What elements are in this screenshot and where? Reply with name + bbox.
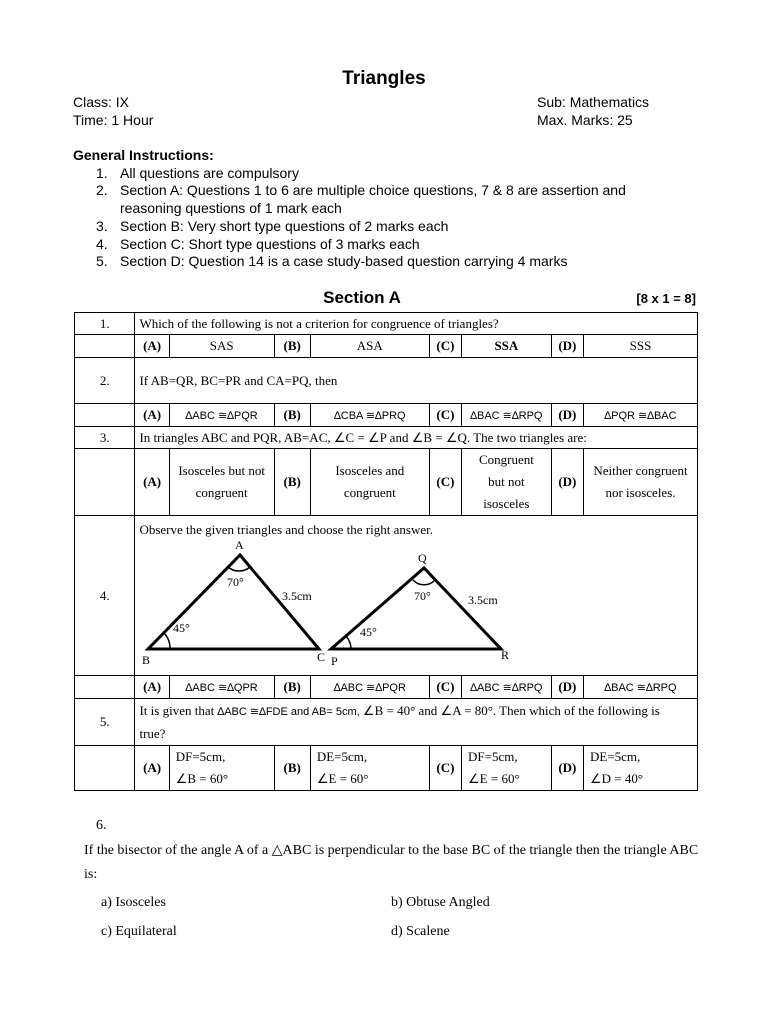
instruction-text: All questions are compulsory [120, 165, 299, 181]
option-b[interactable] [310, 746, 429, 791]
option-b[interactable]: ∆CBA ≅∆PRQ [310, 404, 429, 427]
question-number: 3. [75, 427, 135, 449]
side-label: 3.5cm [282, 588, 313, 603]
option-label: (B) [274, 335, 310, 358]
answer-row [75, 676, 698, 699]
answer-row [75, 335, 698, 358]
option-line: ∠E = 60° [316, 771, 369, 786]
instruction-number: 5. [96, 253, 108, 269]
option-label: (C) [429, 404, 461, 427]
question-text: In triangles ABC and PQR, AB=AC, ∠C = ∠P and ∠B = ∠Q. The two triangles are: [135, 427, 698, 449]
vertex-label: R [501, 647, 510, 662]
option-c[interactable]: c) Equilateral [101, 924, 177, 939]
option-b[interactable]: b) Obtuse Angled [391, 895, 490, 910]
option-label: (D) [551, 335, 583, 358]
option-label: (A) [135, 449, 169, 516]
question-text-part: ∠B = 40° and ∠A = 80°. Then which of the following is [359, 702, 660, 718]
option-d[interactable] [583, 449, 697, 516]
page-title: Triangles [342, 68, 426, 89]
triangle-pqr [331, 568, 501, 649]
angle-arc [164, 633, 170, 649]
instruction-number: 2. [96, 182, 108, 198]
question-text: Which of the following is not a criterion for congruence of triangles? [135, 313, 698, 335]
vertex-label: B [142, 652, 151, 667]
question-text: Observe the given triangles and choose the right answer. [139, 521, 433, 537]
instruction-text: reasoning questions of 1 mark each [120, 200, 342, 216]
option-line: congruent [195, 485, 248, 500]
option-d[interactable] [583, 746, 697, 791]
instruction-number: 3. [96, 218, 108, 234]
option-a[interactable]: ∆ABC ≅∆PQR [169, 404, 274, 427]
option-label: (B) [274, 676, 310, 699]
section-title: Section A [323, 288, 401, 307]
question-number: 6. [96, 818, 107, 833]
question-text-part: ∆ABC ≅∆FDE and AB= 5cm, [217, 705, 360, 718]
instructions-heading: General Instructions: [73, 147, 214, 163]
option-c[interactable] [462, 746, 552, 791]
option-line: DE=5cm, [316, 749, 368, 764]
vertex-label: A [235, 537, 245, 552]
question-number: 2. [75, 358, 135, 404]
option-label: (B) [274, 449, 310, 516]
angle-label: 70° [414, 588, 432, 603]
option-line: ∠E = 60° [468, 771, 520, 786]
instruction-text: Section A: Questions 1 to 6 are multiple choice questions, 7 & 8 are assertion and [120, 182, 626, 198]
option-a[interactable]: a) Isosceles [101, 895, 166, 910]
option-line: DF=5cm, [175, 749, 226, 764]
answer-row [75, 404, 698, 427]
option-line: DF=5cm, [468, 749, 518, 764]
subject-label: Sub: Mathematics [537, 94, 650, 110]
option-a[interactable]: SAS [169, 335, 274, 358]
option-c[interactable]: ∆ABC ≅∆RPQ [462, 676, 552, 699]
option-label: (B) [274, 404, 310, 427]
answer-row [75, 746, 698, 791]
angle-arc [413, 580, 435, 585]
instruction-number: 1. [96, 165, 108, 181]
option-label: (C) [429, 676, 461, 699]
option-label: (A) [135, 335, 169, 358]
option-a[interactable]: ∆ABC ≅∆QPR [169, 676, 274, 699]
angle-arc [228, 567, 250, 571]
option-line: but not [488, 474, 525, 489]
option-line: Isosceles but not [178, 463, 265, 478]
questions-table [74, 312, 698, 791]
option-line: isosceles [483, 496, 530, 511]
option-label: (D) [551, 746, 583, 791]
vertex-label: C [317, 649, 326, 664]
option-a[interactable] [169, 746, 274, 791]
option-line: Congruent [478, 452, 534, 467]
question-number: 5. [75, 699, 135, 746]
question-text: If the bisector of the angle A of a △ABC is perpendicular to the base BC of the triangle then the triangle ABC is: [84, 843, 699, 882]
option-c[interactable]: ∆BAC ≅∆RPQ [462, 404, 552, 427]
question-number: 1. [75, 313, 135, 335]
option-line: congruent [343, 485, 396, 500]
max-marks-label: Max. Marks: 25 [537, 112, 633, 128]
question-text-part: true? [139, 725, 166, 741]
time-label: Time: 1 Hour [73, 112, 154, 128]
instruction-number: 4. [96, 236, 108, 252]
option-line: Isosceles and [335, 463, 405, 478]
option-line: ∠D = 40° [589, 771, 644, 786]
triangles-figure [139, 538, 699, 670]
answer-row [75, 449, 698, 516]
angle-label: 70° [227, 574, 245, 589]
instruction-text: Section C: Short type questions of 3 marks each [120, 236, 420, 252]
angle-label: 45° [173, 620, 191, 635]
angle-label: 45° [360, 624, 378, 639]
section-marks: [8 x 1 = 8] [636, 291, 696, 306]
option-label: (A) [135, 404, 169, 427]
option-line: Neither congruent [593, 463, 688, 478]
option-d[interactable]: ∆PQR ≅∆BAC [583, 404, 697, 427]
angle-arc [346, 636, 351, 649]
option-label: (D) [551, 449, 583, 516]
question-text-part: It is given that [139, 702, 218, 718]
class-label: Class: IX [73, 94, 130, 110]
option-d[interactable]: SSS [583, 335, 697, 358]
vertex-label: Q [418, 550, 428, 565]
option-b[interactable] [310, 449, 429, 516]
option-c[interactable] [462, 449, 552, 516]
instruction-text: Section B: Very short type questions of 2 marks each [120, 218, 449, 234]
option-c[interactable]: SSA [462, 335, 552, 358]
option-line: ∠B = 60° [175, 771, 229, 786]
option-line: DE=5cm, [589, 749, 641, 764]
question-text [135, 699, 698, 746]
option-label: (C) [429, 449, 461, 516]
question-cell [135, 516, 698, 676]
option-label: (C) [429, 746, 461, 791]
option-b[interactable]: ASA [310, 335, 429, 358]
option-line: nor isosceles. [605, 485, 676, 500]
option-label: (C) [429, 335, 461, 358]
option-label: (D) [551, 676, 583, 699]
question-number: 4. [75, 516, 135, 676]
option-d[interactable]: ∆BAC ≅∆RPQ [583, 676, 697, 699]
option-label: (D) [551, 404, 583, 427]
question-text: If AB=QR, BC=PR and CA=PQ, then [135, 358, 698, 404]
instruction-text: Section D: Question 14 is a case study-based question carrying 4 marks [120, 253, 568, 269]
side-label: 3.5cm [468, 592, 499, 607]
option-label: (A) [135, 676, 169, 699]
option-b[interactable]: ∆ABC ≅∆PQR [310, 676, 429, 699]
option-d[interactable]: d) Scalene [391, 924, 450, 939]
vertex-label: P [331, 653, 339, 668]
option-a[interactable] [169, 449, 274, 516]
option-label: (B) [274, 746, 310, 791]
option-label: (A) [135, 746, 169, 791]
